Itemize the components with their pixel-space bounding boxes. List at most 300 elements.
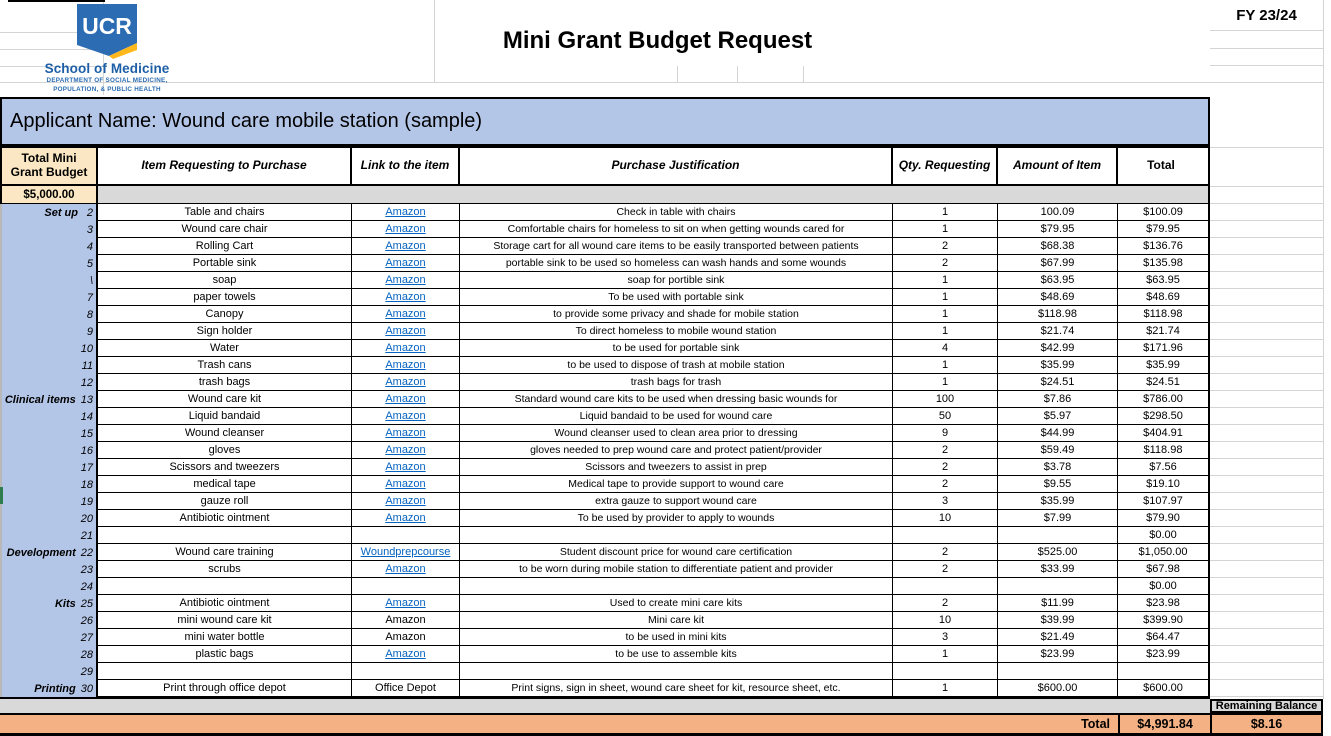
amount-cell: $63.95: [998, 272, 1118, 289]
item-link[interactable]: Amazon: [385, 648, 426, 660]
amount-cell: $35.99: [998, 357, 1118, 374]
link-cell: [352, 629, 460, 646]
item-cell: paper towels: [98, 289, 352, 306]
item-cell: Canopy: [98, 306, 352, 323]
row-number: 20: [80, 512, 93, 525]
amount-cell: $67.99: [998, 255, 1118, 272]
row-sidebar-cell: [0, 323, 98, 340]
table-row: [0, 306, 1210, 323]
qty-cell: 10: [893, 612, 998, 629]
item-cell: [98, 527, 352, 544]
amount-cell: $39.99: [998, 612, 1118, 629]
justification-cell: soap for portible sink: [460, 272, 893, 289]
footer-total-band: [0, 715, 1323, 733]
row-total-cell: $399.90: [1118, 612, 1210, 629]
link-cell: [352, 425, 460, 442]
row-sidebar-cell: [0, 578, 98, 595]
amount-cell: [998, 527, 1118, 544]
row-number: 25: [80, 597, 93, 610]
budget-row-filler: [98, 186, 1210, 204]
row-sidebar-cell: [0, 561, 98, 578]
amount-cell: $23.99: [998, 646, 1118, 663]
row-total-cell: $600.00: [1118, 680, 1210, 697]
row-total-cell: $48.69: [1118, 289, 1210, 306]
gridline: [1210, 30, 1323, 31]
row-sidebar-cell: [0, 255, 98, 272]
link-cell: [352, 663, 460, 680]
link-cell: [352, 323, 460, 340]
link-cell: [352, 442, 460, 459]
amount-cell: $35.99: [998, 493, 1118, 510]
table-row: [0, 221, 1210, 238]
justification-cell: To direct homeless to mobile wound station: [460, 323, 893, 340]
item-cell: gauze roll: [98, 493, 352, 510]
item-link[interactable]: Amazon: [385, 308, 426, 320]
row-total-cell: $67.98: [1118, 561, 1210, 578]
row-sidebar-cell: [0, 646, 98, 663]
amount-cell: $7.99: [998, 510, 1118, 527]
item-link[interactable]: Amazon: [385, 393, 426, 405]
amount-cell: $48.69: [998, 289, 1118, 306]
item-cell: Wound care kit: [98, 391, 352, 408]
justification-cell: to be worn during mobile station to differentiate patient and provider: [460, 561, 893, 578]
table-row: [0, 680, 1210, 697]
amount-cell: $79.95: [998, 221, 1118, 238]
gridline: [1323, 0, 1324, 699]
item-cell: Print through office depot: [98, 680, 352, 697]
justification-cell: Mini care kit: [460, 612, 893, 629]
header-amount-of-item: Amount of Item: [998, 148, 1118, 184]
justification-cell: [460, 578, 893, 595]
gridline: [0, 82, 1210, 83]
table-row: [0, 544, 1210, 561]
row-sidebar-cell: [0, 680, 98, 697]
table-row: [0, 408, 1210, 425]
sheet-left-edge: [0, 204, 2, 697]
link-cell: [352, 476, 460, 493]
amount-cell: [998, 578, 1118, 595]
row-sidebar-cell: [0, 289, 98, 306]
item-cell: Liquid bandaid: [98, 408, 352, 425]
amount-cell: 100.09: [998, 204, 1118, 221]
link-cell: [352, 221, 460, 238]
amount-cell: $68.38: [998, 238, 1118, 255]
link-cell: [352, 578, 460, 595]
logo-school-name: School of Medicine: [44, 61, 170, 76]
amount-cell: $11.99: [998, 595, 1118, 612]
row-number: 9: [86, 325, 93, 338]
header-item-requesting: Item Requesting to Purchase: [98, 148, 352, 184]
row-number: 17: [80, 461, 93, 474]
table-row: [0, 272, 1210, 289]
row-total-cell: $0.00: [1118, 527, 1210, 544]
logo-department-line1: DEPARTMENT OF SOCIAL MEDICINE,: [46, 77, 168, 84]
justification-cell: portable sink to be used so homeless can wash hands and some wounds: [460, 255, 893, 272]
item-link[interactable]: Amazon: [385, 274, 426, 286]
row-sidebar-cell: [0, 306, 98, 323]
justification-cell: Wound cleanser used to clean area prior to dressing: [460, 425, 893, 442]
row-sidebar-cell: [0, 476, 98, 493]
row-total-cell: $79.95: [1118, 221, 1210, 238]
justification-cell: to provide some privacy and shade for mobile station: [460, 306, 893, 323]
row-number: 27: [80, 631, 93, 644]
green-marker: [0, 487, 3, 504]
justification-cell: to be used in mini kits: [460, 629, 893, 646]
qty-cell: 1: [893, 323, 998, 340]
amount-cell: $42.99: [998, 340, 1118, 357]
row-sidebar-cell: [0, 595, 98, 612]
row-category-label: Development: [6, 546, 76, 559]
justification-cell: Storage cart for all wound care items to be easily transported between patients: [460, 238, 893, 255]
link-cell: [352, 272, 460, 289]
gridline: [1210, 186, 1323, 187]
row-number: 3: [86, 223, 93, 236]
table-row: [0, 323, 1210, 340]
row-sidebar-cell: [0, 391, 98, 408]
item-link[interactable]: Amazon: [385, 478, 426, 490]
item-cell: Scissors and tweezers: [98, 459, 352, 476]
item-link[interactable]: Amazon: [385, 427, 426, 439]
amount-cell: $21.74: [998, 323, 1118, 340]
row-number: 10: [80, 342, 93, 355]
row-sidebar-cell: [0, 374, 98, 391]
logo-department-line2: POPULATION, & PUBLIC HEALTH: [53, 86, 161, 94]
amount-cell: $9.55: [998, 476, 1118, 493]
item-link[interactable]: Woundprepcourse: [360, 546, 451, 558]
row-sidebar-cell: [0, 204, 98, 221]
qty-cell: 2: [893, 561, 998, 578]
gridline: [1210, 82, 1323, 83]
link-cell: [352, 459, 460, 476]
table-row: [0, 663, 1210, 680]
amount-cell: $21.49: [998, 629, 1118, 646]
row-number: 22: [80, 546, 93, 559]
justification-cell: [460, 663, 893, 680]
item-cell: trash bags: [98, 374, 352, 391]
header-purchase-justification: Purchase Justification: [460, 148, 893, 184]
table-row: [0, 578, 1210, 595]
row-sidebar-cell: [0, 663, 98, 680]
row-number: 5: [86, 257, 93, 270]
item-link: Office Depot: [375, 682, 436, 694]
row-number: 28: [80, 648, 93, 661]
amount-cell: $3.78: [998, 459, 1118, 476]
row-total-cell: $35.99: [1118, 357, 1210, 374]
qty-cell: 50: [893, 408, 998, 425]
item-link[interactable]: Amazon: [385, 512, 426, 524]
amount-cell: $24.51: [998, 374, 1118, 391]
justification-cell: Liquid bandaid to be used for wound care: [460, 408, 893, 425]
link-cell: [352, 680, 460, 697]
row-total-cell: $23.99: [1118, 646, 1210, 663]
row-number: 16: [80, 444, 93, 457]
gridline: [1210, 147, 1323, 148]
item-link[interactable]: Amazon: [385, 376, 426, 388]
table-row: [0, 255, 1210, 272]
table-row: [0, 629, 1210, 646]
table-row: [0, 527, 1210, 544]
link-cell: [352, 544, 460, 561]
qty-cell: 3: [893, 629, 998, 646]
link-cell: [352, 408, 460, 425]
row-sidebar-cell: [0, 510, 98, 527]
header-total-mini-grant-budget: Total Mini Grant Budget: [2, 148, 98, 184]
table-row: [0, 561, 1210, 578]
remaining-balance-value: $8.16: [1212, 715, 1323, 733]
amount-cell: $44.99: [998, 425, 1118, 442]
table-row: [0, 459, 1210, 476]
amount-cell: [998, 663, 1118, 680]
row-sidebar-cell: [0, 238, 98, 255]
justification-cell: Print signs, sign in sheet, wound care sheet for kit, resource sheet, etc.: [460, 680, 893, 697]
item-cell: gloves: [98, 442, 352, 459]
justification-cell: extra gauze to support wound care: [460, 493, 893, 510]
justification-cell: Student discount price for wound care certification: [460, 544, 893, 561]
table-row: [0, 340, 1210, 357]
link-cell: [352, 238, 460, 255]
qty-cell: 2: [893, 476, 998, 493]
table-row: [0, 238, 1210, 255]
qty-cell: 1: [893, 646, 998, 663]
row-sidebar-cell: [0, 544, 98, 561]
row-number: 13: [80, 393, 93, 406]
row-total-cell: $64.47: [1118, 629, 1210, 646]
table-row: [0, 289, 1210, 306]
row-total-cell: $7.56: [1118, 459, 1210, 476]
row-total-cell: $1,050.00: [1118, 544, 1210, 561]
header-link-to-item: Link to the item: [352, 148, 460, 184]
row-category-label: Printing: [34, 682, 76, 695]
row-number: 24: [80, 580, 93, 593]
row-total-cell: $19.10: [1118, 476, 1210, 493]
qty-cell: 2: [893, 544, 998, 561]
justification-cell: Scissors and tweezers to assist in prep: [460, 459, 893, 476]
link-cell: [352, 595, 460, 612]
amount-cell: $59.49: [998, 442, 1118, 459]
table-row: [0, 204, 1210, 221]
item-link[interactable]: Amazon: [385, 325, 426, 337]
table-row: [0, 510, 1210, 527]
amount-cell: $5.97: [998, 408, 1118, 425]
row-sidebar-cell: [0, 425, 98, 442]
qty-cell: 2: [893, 595, 998, 612]
item-link[interactable]: Amazon: [385, 461, 426, 473]
item-link[interactable]: Amazon: [385, 444, 426, 456]
row-sidebar-cell: [0, 629, 98, 646]
qty-cell: [893, 578, 998, 595]
link-cell: [352, 561, 460, 578]
budget-rows: [0, 204, 1210, 697]
gridline-strip: [1210, 204, 1323, 697]
link-cell: [352, 357, 460, 374]
item-cell: scrubs: [98, 561, 352, 578]
row-sidebar-cell: [0, 408, 98, 425]
row-total-cell: $404.91: [1118, 425, 1210, 442]
item-link[interactable]: Amazon: [385, 240, 426, 252]
item-cell: Trash cans: [98, 357, 352, 374]
link-cell: [352, 493, 460, 510]
justification-cell: To be used by provider to apply to wounds: [460, 510, 893, 527]
row-sidebar-cell: [0, 459, 98, 476]
link-cell: [352, 255, 460, 272]
item-cell: Wound care chair: [98, 221, 352, 238]
link-cell: [352, 391, 460, 408]
item-link[interactable]: Amazon: [385, 563, 426, 575]
row-category-label: Set up: [44, 206, 78, 219]
total-label: Total: [0, 715, 1120, 733]
link-cell: [352, 204, 460, 221]
qty-cell: 1: [893, 289, 998, 306]
item-cell: [98, 663, 352, 680]
row-number: 7: [86, 291, 93, 304]
justification-cell: Check in table with chairs: [460, 204, 893, 221]
row-sidebar-cell: [0, 493, 98, 510]
item-link[interactable]: Amazon: [385, 257, 426, 269]
link-cell: [352, 306, 460, 323]
qty-cell: 1: [893, 306, 998, 323]
row-number: 18: [80, 478, 93, 491]
total-budget-value-cell: $5,000.00: [0, 186, 98, 204]
table-row: [0, 493, 1210, 510]
justification-cell: [460, 527, 893, 544]
amount-cell: $7.86: [998, 391, 1118, 408]
justification-cell: To be used with portable sink: [460, 289, 893, 306]
item-link[interactable]: Amazon: [385, 495, 426, 507]
item-link: Amazon: [385, 631, 426, 643]
row-category-label: Clinical items: [4, 393, 76, 406]
amount-cell: $600.00: [998, 680, 1118, 697]
item-cell: medical tape: [98, 476, 352, 493]
qty-cell: 1: [893, 221, 998, 238]
link-cell: [352, 527, 460, 544]
row-total-cell: $63.95: [1118, 272, 1210, 289]
row-total-cell: $118.98: [1118, 306, 1210, 323]
header-qty-requesting: Qty. Requesting: [893, 148, 998, 184]
row-total-cell: $171.96: [1118, 340, 1210, 357]
row-total-cell: $136.76: [1118, 238, 1210, 255]
table-row: [0, 425, 1210, 442]
qty-cell: 1: [893, 204, 998, 221]
item-link[interactable]: Amazon: [385, 206, 426, 218]
row-total-cell: $118.98: [1118, 442, 1210, 459]
item-link[interactable]: Amazon: [385, 291, 426, 303]
link-cell: [352, 612, 460, 629]
link-cell: [352, 374, 460, 391]
row-total-cell: $107.97: [1118, 493, 1210, 510]
link-cell: [352, 510, 460, 527]
table-row: [0, 442, 1210, 459]
item-cell: soap: [98, 272, 352, 289]
svg-text:UCR: UCR: [82, 13, 132, 39]
row-sidebar-cell: [0, 357, 98, 374]
row-total-cell: $786.00: [1118, 391, 1210, 408]
grand-total-value: $4,991.84: [1120, 715, 1212, 733]
table-row: [0, 646, 1210, 663]
remaining-balance-label: Remaining Balance: [1210, 699, 1323, 713]
item-cell: Rolling Cart: [98, 238, 352, 255]
row-total-cell: $21.74: [1118, 323, 1210, 340]
gridline: [803, 66, 804, 82]
footer-gray-band: [0, 699, 1323, 713]
table-row: [0, 357, 1210, 374]
row-sidebar-cell: [0, 272, 98, 289]
gridline: [677, 66, 678, 82]
justification-cell: Standard wound care kits to be used when dressing basic wounds for: [460, 391, 893, 408]
link-cell: [352, 646, 460, 663]
qty-cell: 1: [893, 680, 998, 697]
row-category-label: Kits: [54, 597, 76, 610]
row-number: 21: [80, 529, 93, 542]
row-number: 23: [80, 563, 93, 576]
table-row: [0, 612, 1210, 629]
row-number: 29: [80, 665, 93, 678]
cell-border-artifact: [8, 0, 105, 2]
row-number: 30: [80, 682, 93, 695]
qty-cell: 4: [893, 340, 998, 357]
qty-cell: 1: [893, 272, 998, 289]
row-sidebar-cell: [0, 340, 98, 357]
item-cell: mini water bottle: [98, 629, 352, 646]
row-number: 2: [86, 206, 93, 219]
header-total: Total: [1147, 158, 1175, 173]
item-link[interactable]: Amazon: [385, 223, 426, 235]
justification-cell: trash bags for trash: [460, 374, 893, 391]
item-link[interactable]: Amazon: [385, 410, 426, 422]
qty-cell: 1: [893, 357, 998, 374]
justification-cell: to be used for portable sink: [460, 340, 893, 357]
row-sidebar-cell: [0, 442, 98, 459]
item-cell: Antibiotic ointment: [98, 510, 352, 527]
row-total-cell: $24.51: [1118, 374, 1210, 391]
row-total-cell: $298.50: [1118, 408, 1210, 425]
item-link[interactable]: Amazon: [385, 342, 426, 354]
row-total-cell: $79.90: [1118, 510, 1210, 527]
item-cell: [98, 578, 352, 595]
row-number: 19: [80, 495, 93, 508]
page-title: Mini Grant Budget Request: [502, 27, 813, 54]
applicant-name-banner: Applicant Name: Wound care mobile station (sample): [0, 97, 1210, 146]
gridline: [1210, 65, 1323, 66]
row-total-cell: $135.98: [1118, 255, 1210, 272]
row-total-cell: $0.00: [1118, 578, 1210, 595]
qty-cell: 2: [893, 442, 998, 459]
row-number: 26: [80, 614, 93, 627]
row-number: 14: [80, 410, 93, 423]
qty-cell: 1: [893, 374, 998, 391]
table-row: [0, 476, 1210, 493]
row-total-cell: $23.98: [1118, 595, 1210, 612]
qty-cell: 100: [893, 391, 998, 408]
item-cell: Table and chairs: [98, 204, 352, 221]
link-cell: [352, 340, 460, 357]
link-cell: [352, 289, 460, 306]
justification-cell: to be use to assemble kits: [460, 646, 893, 663]
item-cell: Wound cleanser: [98, 425, 352, 442]
row-total-cell: [1118, 663, 1210, 680]
table-row: [0, 391, 1210, 408]
amount-cell: $525.00: [998, 544, 1118, 561]
table-header-row: [0, 146, 1210, 186]
qty-cell: 3: [893, 493, 998, 510]
item-cell: Wound care training: [98, 544, 352, 561]
item-link[interactable]: Amazon: [385, 359, 426, 371]
justification-cell: Medical tape to provide support to wound care: [460, 476, 893, 493]
qty-cell: 10: [893, 510, 998, 527]
item-link: Amazon: [385, 614, 426, 626]
item-link[interactable]: Amazon: [385, 597, 426, 609]
item-cell: Sign holder: [98, 323, 352, 340]
item-cell: plastic bags: [98, 646, 352, 663]
